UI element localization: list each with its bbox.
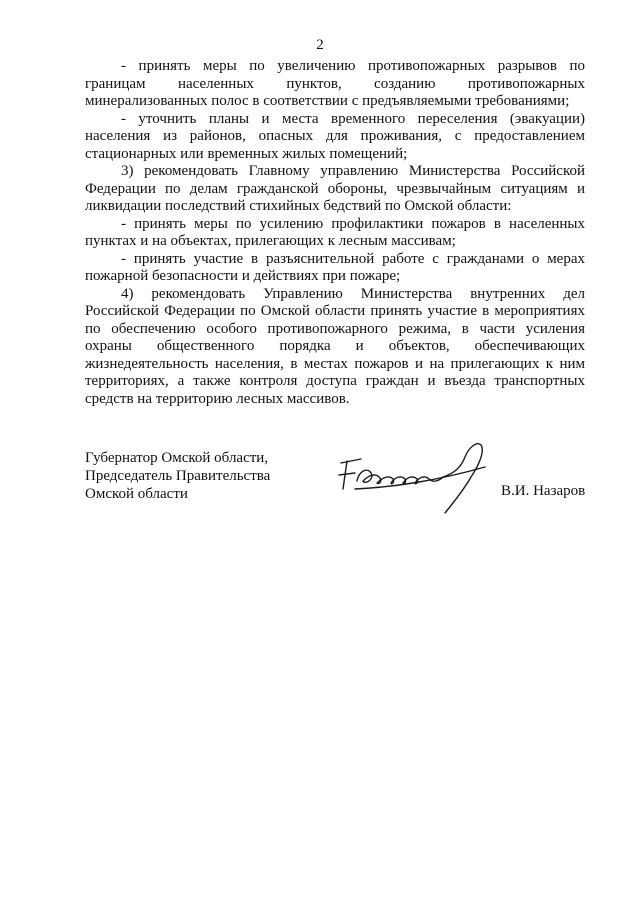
paragraph-explanatory-work: - принять участие в разъяснительной работе с гражданами о мерах пожарной безопасности и действиях при пожаре; [85,250,585,284]
paragraph-evacuation: - уточнить планы и места временного переселения (эвакуации) населения из районов, опасных для проживания, с предоставлением стационарных или временных жилых помещений; [85,110,585,162]
page-number: 2 [316,37,324,53]
signer-title: Губернатор Омской области, Председатель Правительства Омской области [85,450,271,502]
paragraph-internal-affairs: 4) рекомендовать Управлению Министерства внутренних дел Российской Федерации по Омской области принять участие в мероприятиях по обеспечению особого противопожарного режима, в части усиления охраны общественного порядка и объектов, обеспечивающих жизнедеятельность населения, в местах пожаров и на прилегающих к ним территориях, а также контроля доступа граждан и въезда транспортных средств на территорию лесных массивов. [85,285,585,407]
signer-name: В.И. Назаров [501,483,586,499]
handwritten-signature [335,437,505,527]
document-body [85,58,585,408]
paragraph-emergency-ministry: 3) рекомендовать Главному управлению Министерства Российской Федерации по делам гражданской обороны, чрезвычайным ситуациям и ликвидации последствий стихийных бедствий по Омской области: [85,163,585,214]
paragraph-fire-prevention: - принять меры по усилению профилактики пожаров в населенных пунктах и на объектах, прилегающих к лесным массивам; [85,215,585,249]
paragraph-firebreaks: - принять меры по увеличению противопожарных разрывов по границам населенных пунктов, созданию противопожарных минерализованных полос в соответствии с предъявляемыми требованиями; [85,58,585,109]
signature-block [85,449,585,529]
